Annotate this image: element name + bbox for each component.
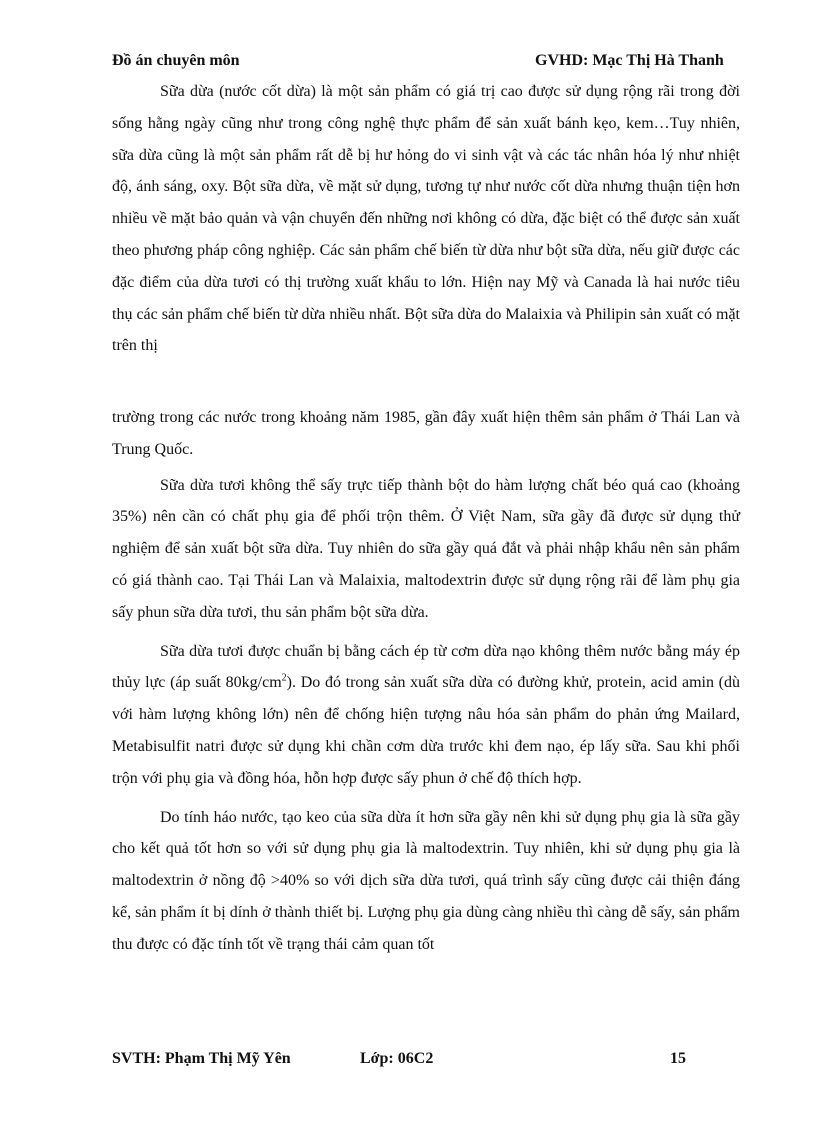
paragraph-5: Do tính háo nước, tạo keo của sữa dừa ít hơn sữa gầy nên khi sử dụng phụ gia là sữa gầy cho kết quả tốt hơn so với sử dụng phụ gia là maltodextrin. Tuy nhiên, khi sử dụng phụ gia là maltodextrin ở nồng độ >40% so với dịch sữa dừa tươi, quá trình sấy cũng được cải thiện đáng kể, sản phẩm ít bị dính ở thành thiết bị. Lượng phụ gia dùng càng nhiều thì càng dễ sấy, sản phẩm thu được có đặc tính tốt về trạng thái cảm quan tốt	[112, 808, 740, 953]
header-supervisor: GVHD: Mạc Thị Hà Thanh	[535, 52, 724, 69]
paragraph-1: Sữa dừa (nước cốt dừa) là một sản phẩm có giá trị cao được sử dụng rộng rãi trong đời sống hằng ngày cũng như trong công nghệ thực phẩm để sản xuất bánh kẹo, kem…Tuy nhiên, sữa dừa cũng là một sản phẩm rất dễ bị hư hỏng do vi sinh vật và các tác nhân hóa lý như nhiệt độ, ánh sáng, oxy. Bột sữa dừa, về mặt sử dụng, tương tự như nước cốt dừa nhưng thuận tiện hơn nhiều về mặt bảo quản và vận chuyển đến những nơi không có dừa, đặc biệt có thể được sản xuất theo phương pháp công nghiệp. Các sản phẩm chế biến từ dừa như bột sữa dừa, nếu giữ được các đặc điểm của dừa tươi có thị trường xuất khẩu to lớn. Hiện nay Mỹ và Canada là hai nước tiêu thụ các sản phẩm chế biến từ dừa nhiều nhất. Bột sữa dừa do Malaixia và Philipin sản xuất có mặt trên thị	[112, 83, 740, 355]
paragraph-2-continuation: trường trong các nước trong khoảng năm 1985, gần đây xuất hiện thêm sản phẩm ở Thái Lan và Trung Quốc.	[112, 409, 740, 458]
paragraph-3: Sữa dừa tươi không thể sấy trực tiếp thành bột do hàm lượng chất béo quá cao (khoảng 35%) nên cần có chất phụ gia để phối trộn thêm. Ở Việt Nam, sữa gầy đã được sử dụng thử nghiệm để sản xuất bột sữa dừa. Tuy nhiên do sữa gầy quá đắt và phải nhập khẩu nên sản phẩm có giá thành cao. Tại Thái Lan và Malaixia, maltodextrin được sử dụng rộng rãi để làm phụ gia sấy phun sữa dừa tươi, thu sản phẩm bột sữa dừa.	[112, 476, 740, 621]
footer-class: Lớp: 06C2	[360, 1050, 434, 1067]
footer-student: SVTH: Phạm Thị Mỹ Yên	[112, 1050, 291, 1067]
paragraph-4-part-2: ). Do đó trong sản xuất sữa dừa có đường khử, protein, acid amin (dù với hàm lượng không lớn) nên để chống hiện tượng nâu hóa sản phẩm do phản ứng Mailard, Metabisulfit natri được sử dụng khi chần cơm dừa trước khi đem nạo, ép lấy sữa. Sau khi phối trộn với phụ gia và đồng hóa, hỗn hợp được sấy phun ở chế độ thích hợp.	[112, 674, 741, 787]
header-title: Đồ án chuyên môn	[112, 52, 240, 69]
text-block-top	[112, 76, 740, 362]
page-number: 15	[670, 1050, 686, 1067]
text-block-main	[112, 402, 740, 961]
superscript-2: 2	[281, 673, 287, 685]
paragraph-4	[112, 636, 740, 795]
paragraph-4-part-1: Sữa dừa tươi được chuẩn bị bằng cách ép từ cơm dừa nạo không thêm nước bằng máy ép thủy lực (áp suất 80kg/cm	[112, 642, 740, 692]
